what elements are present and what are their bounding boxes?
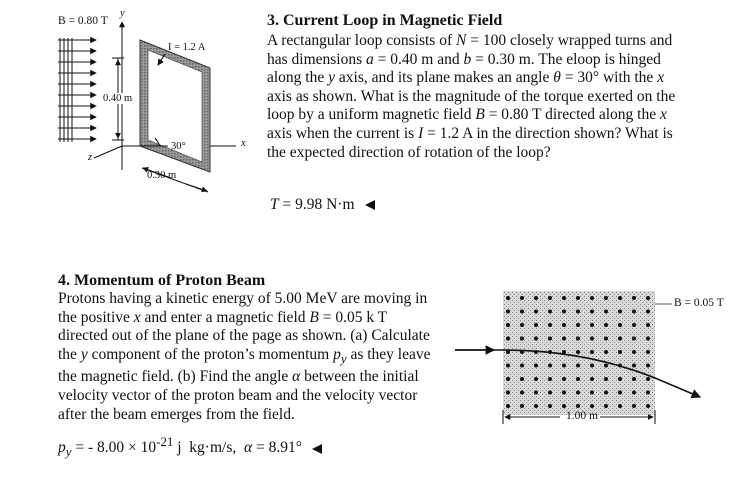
field-dot xyxy=(534,296,538,300)
field-dot xyxy=(576,337,580,341)
field-dot xyxy=(590,310,594,314)
field-dot xyxy=(604,296,608,300)
problem3-answer-text: T = 9.98 N·m xyxy=(270,196,355,213)
field-dot xyxy=(632,364,636,368)
field-dot xyxy=(604,364,608,368)
field-dot xyxy=(646,323,650,327)
answer-marker-icon xyxy=(312,444,322,454)
field-dot xyxy=(506,391,510,395)
problem4-body: Protons having a kinetic energy of 5.00 MeV are moving in the positive x and enter a magnetic field B = 0.05 k T directed out of the plane of the page as shown. (a) Calculate the y component of the proton’s momentum $p_y$ as they leave the magnetic field. (b) Find the angle α between the initial velocity vector of the proton beam and the velocity vector after the beam emerges from the field. xyxy=(58,290,431,423)
z-axis xyxy=(94,146,122,158)
current-label: I = 1.2 A xyxy=(168,42,206,53)
problem4-title: 4. Momentum of Proton Beam xyxy=(58,272,266,289)
field-dot xyxy=(534,404,538,408)
answer-marker-icon xyxy=(365,200,375,210)
field-dot xyxy=(534,391,538,395)
field-dot xyxy=(562,296,566,300)
field-dot xyxy=(562,337,566,341)
field-dot xyxy=(590,296,594,300)
field-dot xyxy=(576,323,580,327)
field-dot xyxy=(646,391,650,395)
width-label: 0.30 m xyxy=(147,170,177,181)
field-dot xyxy=(646,377,650,381)
field-dot xyxy=(506,404,510,408)
field-dot xyxy=(562,323,566,327)
field-dot xyxy=(534,323,538,327)
field-dot xyxy=(618,350,622,354)
field-dot xyxy=(618,377,622,381)
field-dot xyxy=(520,377,524,381)
problem3-body: A rectangular loop consists of N = 100 closely wrapped turns and has dimensions a = 0.40 m and b = 0.30 m. The eloop is hinged along the y axis, and its plane makes an angle θ = 30° with the x axis as shown. What is the magnitude of the torque exerted on the loop by a uniform magnetic field B = 0.80 T directed along the x axis when the current is I = 1.2 A in the direction shown? What is the expected direction of rotation of the loop? xyxy=(267,32,676,161)
field-dot xyxy=(576,310,580,314)
field-dot xyxy=(520,404,524,408)
field-dot xyxy=(506,310,510,314)
y-axis-label: y xyxy=(120,8,125,19)
problem4-answer-text: $p_y$ = - $8.00 \times 10^{-21}$ j kg·m/s, α = 8.91° xyxy=(58,434,302,460)
field-dot xyxy=(618,337,622,341)
field-dot xyxy=(590,364,594,368)
field-dot xyxy=(520,391,524,395)
field-dot xyxy=(562,404,566,408)
field-dot xyxy=(618,323,622,327)
b-field-label: B = 0.80 T xyxy=(58,15,108,27)
field-dot xyxy=(646,350,650,354)
field-dot xyxy=(618,404,622,408)
field-dot xyxy=(534,364,538,368)
b-field-label-2: B = 0.05 T xyxy=(674,297,724,309)
field-dot xyxy=(534,337,538,341)
field-dot xyxy=(562,391,566,395)
field-dot xyxy=(590,350,594,354)
problem3-title: 3. Current Loop in Magnetic Field xyxy=(267,12,503,29)
field-dot xyxy=(646,364,650,368)
field-dot xyxy=(604,391,608,395)
field-dot xyxy=(534,310,538,314)
field-dot xyxy=(548,377,552,381)
field-dot xyxy=(604,337,608,341)
field-dot xyxy=(632,404,636,408)
field-dot xyxy=(520,337,524,341)
field-dot xyxy=(520,364,524,368)
field-dot xyxy=(548,391,552,395)
z-axis-label: z xyxy=(88,152,93,163)
field-dot xyxy=(646,337,650,341)
field-dot xyxy=(604,377,608,381)
field-dot xyxy=(548,337,552,341)
field-dot xyxy=(604,350,608,354)
field-dot xyxy=(632,323,636,327)
field-dot xyxy=(562,377,566,381)
field-dot xyxy=(646,404,650,408)
field-dot xyxy=(576,404,580,408)
field-dot xyxy=(576,350,580,354)
field-dot xyxy=(506,323,510,327)
field-dot xyxy=(632,296,636,300)
x-axis-label: x xyxy=(241,138,246,149)
field-dot xyxy=(520,310,524,314)
field-dot xyxy=(604,310,608,314)
field-dot xyxy=(576,377,580,381)
field-dot xyxy=(590,323,594,327)
field-dot xyxy=(590,404,594,408)
field-dot xyxy=(562,364,566,368)
field-dot xyxy=(506,364,510,368)
problem3-answer xyxy=(270,196,375,214)
current-loop xyxy=(140,40,210,172)
field-dot xyxy=(534,377,538,381)
field-dot xyxy=(590,391,594,395)
problem4-answer xyxy=(58,434,322,460)
field-dot xyxy=(646,310,650,314)
field-dot xyxy=(506,377,510,381)
field-dot xyxy=(618,296,622,300)
angle-label: 30° xyxy=(171,141,186,152)
field-dot xyxy=(632,350,636,354)
field-dot xyxy=(632,391,636,395)
field-dot xyxy=(562,310,566,314)
field-dot xyxy=(632,377,636,381)
field-dot xyxy=(618,391,622,395)
field-dot xyxy=(506,337,510,341)
field-dot xyxy=(506,296,510,300)
field-dot xyxy=(632,337,636,341)
field-dot xyxy=(604,404,608,408)
field-dot xyxy=(618,310,622,314)
width-label-2: 1.00 m xyxy=(566,410,598,422)
field-dot xyxy=(604,323,608,327)
field-dot xyxy=(548,310,552,314)
field-dot xyxy=(576,391,580,395)
field-dot xyxy=(590,337,594,341)
field-dot xyxy=(590,377,594,381)
field-dot xyxy=(548,323,552,327)
field-dot xyxy=(548,296,552,300)
field-dot xyxy=(632,310,636,314)
field-dot xyxy=(576,296,580,300)
field-dot xyxy=(646,296,650,300)
field-dot xyxy=(576,364,580,368)
field-dot xyxy=(520,323,524,327)
field-dot xyxy=(520,296,524,300)
field-dot xyxy=(548,404,552,408)
field-dot xyxy=(548,364,552,368)
height-label: 0.40 m xyxy=(103,93,133,104)
